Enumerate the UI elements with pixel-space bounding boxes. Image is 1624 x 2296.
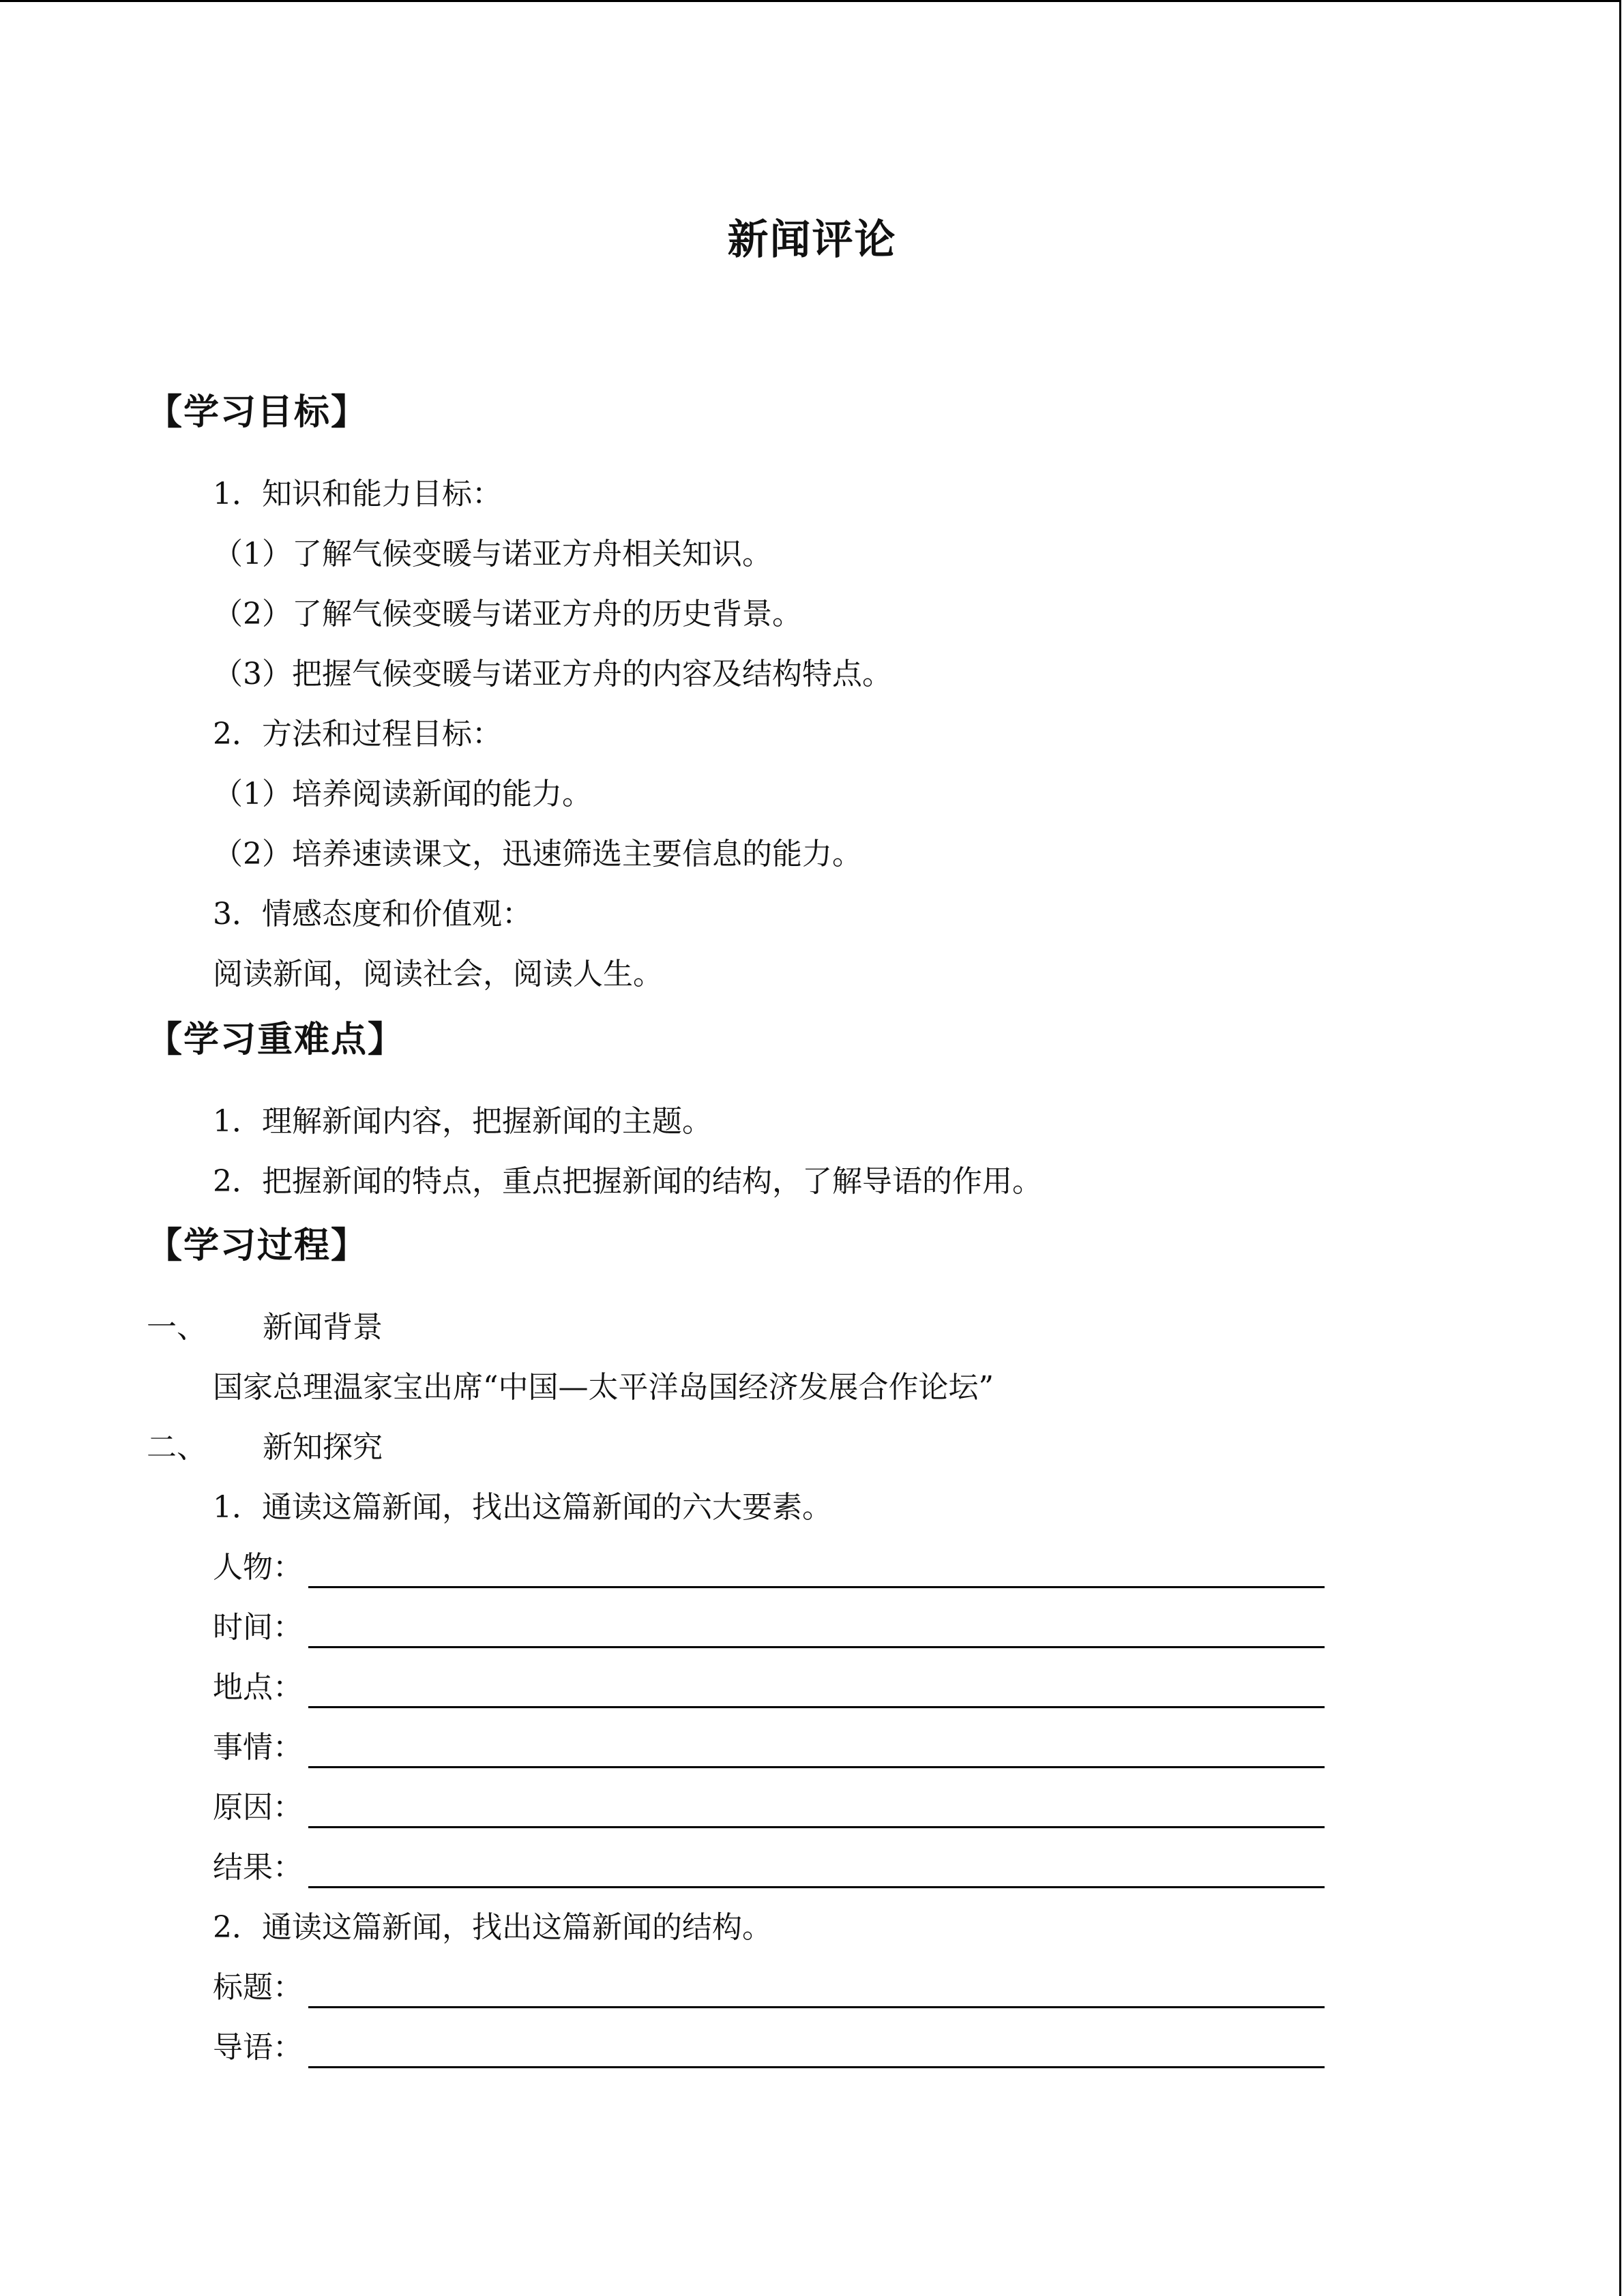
- objective-line: （3）把握气候变暖与诺亚方舟的内容及结构特点。: [213, 657, 892, 691]
- field-lead: [213, 2027, 1325, 2068]
- part-one-number: 一、: [147, 1310, 207, 1345]
- key-point-line: 1．理解新闻内容，把握新闻的主题。: [213, 1104, 712, 1139]
- objectives-heading: 【学习目标】: [147, 391, 368, 433]
- answer-blank[interactable]: [308, 1672, 1325, 1708]
- answer-blank[interactable]: [308, 1972, 1325, 2008]
- field-place: [213, 1667, 1325, 1708]
- answer-blank[interactable]: [308, 1612, 1325, 1648]
- answer-blank[interactable]: [308, 1852, 1325, 1888]
- part-one-label: 新闻背景: [263, 1310, 383, 1345]
- objective-line: （2）培养速读课文，迅速筛选主要信息的能力。: [213, 837, 862, 871]
- field-headline: [213, 1967, 1325, 2008]
- objective-line: （1）了解气候变暖与诺亚方舟相关知识。: [213, 537, 772, 571]
- answer-blank[interactable]: [308, 1732, 1325, 1768]
- background-text: 国家总理温家宝出席“中国—太平洋岛国经济发展合作论坛”: [213, 1370, 994, 1405]
- objective-line: 2．方法和过程目标：: [213, 717, 502, 751]
- field-event: [213, 1727, 1325, 1768]
- field-time: [213, 1607, 1325, 1648]
- process-heading: 【学习过程】: [147, 1225, 368, 1266]
- field-label: 事情：: [213, 1730, 303, 1765]
- answer-blank[interactable]: [308, 2032, 1325, 2068]
- question-two: 2．通读这篇新闻，找出这篇新闻的结构。: [213, 1910, 772, 1945]
- field-label: 标题：: [213, 1970, 303, 2005]
- objective-line: 阅读新闻，阅读社会，阅读人生。: [213, 957, 663, 992]
- field-label: 人物：: [213, 1550, 303, 1585]
- part-two-label: 新知探究: [263, 1430, 383, 1465]
- field-result: [213, 1847, 1325, 1888]
- question-one: 1．通读这篇新闻，找出这篇新闻的六大要素。: [213, 1490, 832, 1525]
- objective-line: （1）培养阅读新闻的能力。: [213, 777, 592, 811]
- field-label: 结果：: [213, 1850, 303, 1885]
- objective-line: 3．情感态度和价值观：: [213, 897, 532, 931]
- part-one-heading: [147, 1307, 383, 1348]
- field-cause: [213, 1787, 1325, 1828]
- answer-blank[interactable]: [308, 1552, 1325, 1588]
- key-point-line: 2．把握新闻的特点，重点把握新闻的结构，了解导语的作用。: [213, 1164, 1042, 1199]
- part-two-heading: [147, 1427, 383, 1468]
- part-two-number: 二、: [147, 1430, 207, 1465]
- field-label: 原因：: [213, 1790, 303, 1825]
- field-label: 时间：: [213, 1610, 303, 1645]
- field-person: [213, 1547, 1325, 1588]
- field-label: 导语：: [213, 2030, 303, 2065]
- key-points-heading: 【学习重难点】: [147, 1019, 405, 1060]
- answer-blank[interactable]: [308, 1792, 1325, 1828]
- field-label: 地点：: [213, 1670, 303, 1705]
- objective-line: 1．知识和能力目标：: [213, 477, 502, 511]
- page-title: 新闻评论: [727, 216, 897, 264]
- objective-line: （2）了解气候变暖与诺亚方舟的历史背景。: [213, 597, 802, 631]
